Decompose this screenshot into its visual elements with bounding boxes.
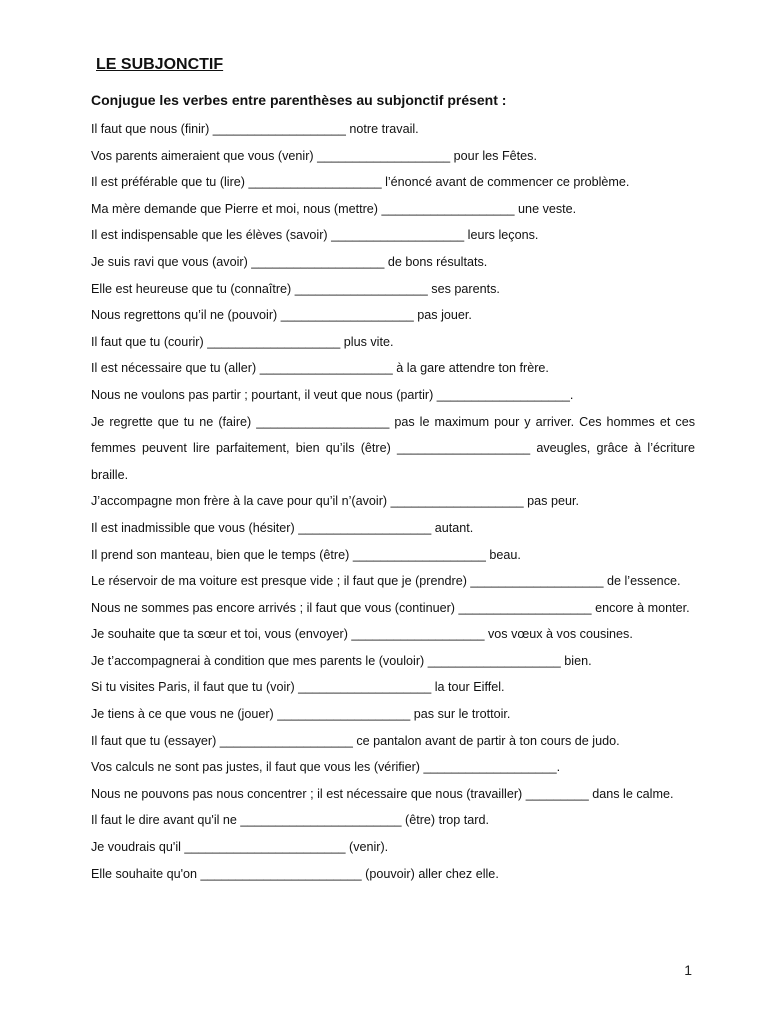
exercise-item: Il faut que tu (essayer) ___________________ ce pantalon avant de partir à ton cours de judo.	[91, 733, 620, 748]
exercise-item: Si tu visites Paris, il faut que tu (voir) ___________________ la tour Eiffel.	[91, 680, 505, 695]
exercise-list	[91, 116, 695, 887]
exercise-item: Il prend son manteau, bien que le temps (être) ___________________ beau.	[91, 547, 521, 562]
exercise-item: Je suis ravi que vous (avoir) ___________________ de bons résultats.	[91, 254, 488, 269]
exercise-item: Je t’accompagnerai à condition que mes parents le (vouloir) ___________________ bien.	[91, 653, 592, 668]
exercise-item: Nous ne pouvons pas nous concentrer ; il est nécessaire que nous (travailler) _________ dans le calme.	[91, 786, 674, 801]
exercise-item: Je voudrais qu'il _______________________ (venir).	[91, 840, 389, 855]
exercise-item: Il faut le dire avant qu'il ne _______________________ (être) trop tard.	[91, 813, 490, 828]
exercise-item: Il faut que nous (finir) ___________________ notre travail.	[91, 122, 419, 136]
exercise-item: Il est préférable que tu (lire) ___________________ l’énoncé avant de commencer ce problème.	[91, 175, 630, 190]
exercise-item: J’accompagne mon frère à la cave pour qu’il n’(avoir) ___________________ pas peur.	[91, 494, 579, 509]
worksheet-page	[91, 54, 695, 887]
exercise-item: Je regrette que tu ne (faire) ___________________ pas le maximum pour y arriver. Ces hommes et ces femmes peuvent lire parfaitement, bien qu’ils (être) ___________________ aveugles, grâce à l’écriture braille.	[91, 414, 695, 482]
page-number: 1	[684, 962, 692, 978]
exercise-item: Il est nécessaire que tu (aller) ___________________ à la gare attendre ton frère.	[91, 361, 549, 376]
exercise-item: Vos parents aimeraient que vous (venir) ___________________ pour les Fêtes.	[91, 148, 537, 163]
exercise-item: Il est indispensable que les élèves (savoir) ___________________ leurs leçons.	[91, 228, 539, 243]
exercise-item: Nous ne sommes pas encore arrivés ; il faut que vous (continuer) ___________________ encore à monter.	[91, 600, 690, 615]
exercise-item: Je souhaite que ta sœur et toi, vous (envoyer) ___________________ vos vœux à vos cousines.	[91, 627, 633, 642]
exercise-item: Nous ne voulons pas partir ; pourtant, il veut que nous (partir) ___________________.	[91, 387, 574, 402]
exercise-item: Elle souhaite qu'on _______________________ (pouvoir) aller chez elle.	[91, 866, 499, 881]
exercise-item: Je tiens à ce que vous ne (jouer) ___________________ pas sur le trottoir.	[91, 707, 511, 722]
exercise-item: Il faut que tu (courir) ___________________ plus vite.	[91, 334, 394, 349]
worksheet-title: LE SUBJONCTIF	[96, 56, 224, 73]
exercise-item: Il est inadmissible que vous (hésiter) ___________________ autant.	[91, 520, 474, 535]
exercise-item: Nous regrettons qu’il ne (pouvoir) ___________________ pas jouer.	[91, 308, 472, 323]
worksheet-instructions: Conjugue les verbes entre parenthèses au subjonctif présent :	[91, 92, 507, 108]
exercise-item: Ma mère demande que Pierre et moi, nous (mettre) ___________________ une veste.	[91, 201, 577, 216]
exercise-item: Elle est heureuse que tu (connaître) ___________________ ses parents.	[91, 281, 500, 296]
exercise-item: Vos calculs ne sont pas justes, il faut que vous les (vérifier) ___________________.	[91, 760, 561, 775]
exercise-item: Le réservoir de ma voiture est presque vide ; il faut que je (prendre) ___________________ de l’essence.	[91, 574, 681, 589]
